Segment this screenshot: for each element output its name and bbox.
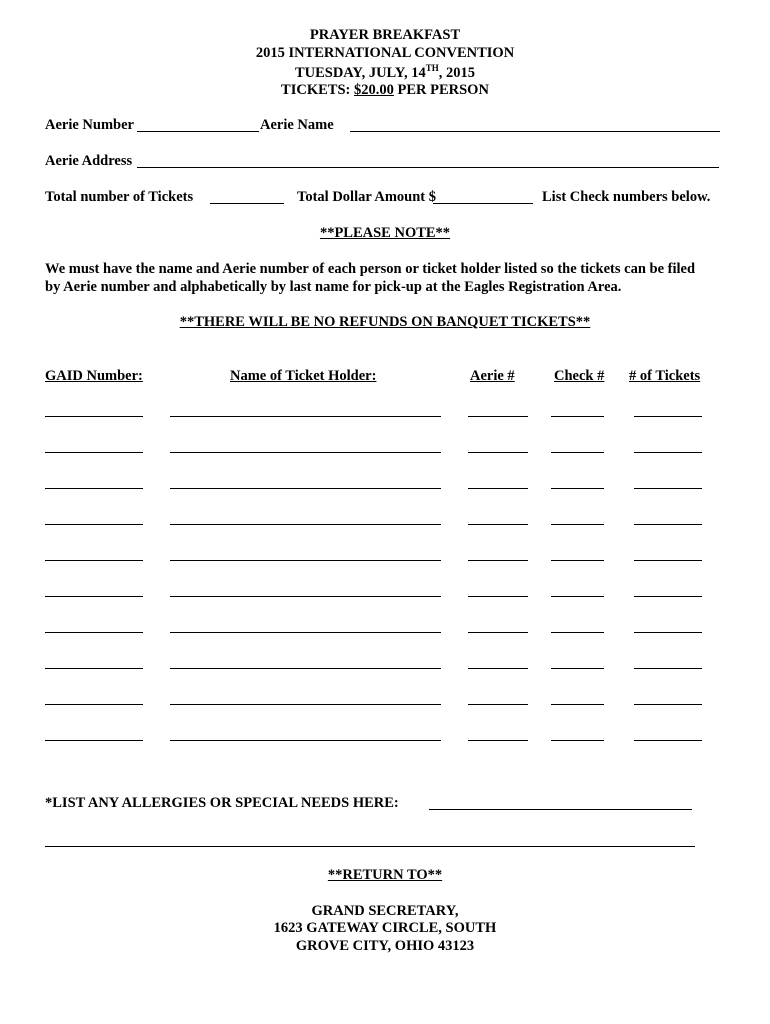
- aerie-address-label: Aerie Address: [45, 153, 133, 169]
- column-header-tickets: # of Tickets: [629, 368, 701, 384]
- aerie-name-label: Aerie Name: [260, 117, 334, 133]
- aerie-number-field[interactable]: [137, 131, 259, 132]
- check-field[interactable]: [551, 452, 604, 453]
- tickets-field[interactable]: [634, 740, 702, 741]
- note-body-line-1: We must have the name and Aerie number of each person or ticket holder listed so the tickets can be filed: [45, 261, 696, 277]
- title-line-1: PRAYER BREAKFAST: [309, 27, 461, 43]
- column-header-gaid: GAID Number:: [45, 368, 143, 384]
- aerie-field[interactable]: [468, 416, 528, 417]
- gaid-field[interactable]: [45, 560, 143, 561]
- aerie-field[interactable]: [468, 704, 528, 705]
- gaid-field[interactable]: [45, 704, 143, 705]
- check-numbers-label: List Check numbers below.: [542, 189, 711, 205]
- tickets-field[interactable]: [634, 704, 702, 705]
- check-field[interactable]: [551, 416, 604, 417]
- gaid-field[interactable]: [45, 632, 143, 633]
- name-field[interactable]: [170, 596, 441, 597]
- name-field[interactable]: [170, 416, 441, 417]
- total-tickets-label: Total number of Tickets: [45, 189, 194, 205]
- column-header-aerie: Aerie #: [470, 368, 515, 384]
- name-field[interactable]: [170, 668, 441, 669]
- return-address-line-1: GRAND SECRETARY,: [311, 903, 459, 919]
- ticket-price-line: [0, 82, 770, 99]
- date-suffix: , 2015: [438, 65, 476, 81]
- name-field[interactable]: [170, 704, 441, 705]
- name-field[interactable]: [170, 452, 441, 453]
- ticket-price: $20.00: [353, 82, 394, 98]
- check-field[interactable]: [551, 524, 604, 525]
- date-prefix: TUESDAY, JULY, 14: [294, 65, 426, 81]
- check-field[interactable]: [551, 596, 604, 597]
- no-refunds-notice: **THERE WILL BE NO REFUNDS ON BANQUET TICKETS**: [179, 314, 591, 330]
- title-line-2: 2015 INTERNATIONAL CONVENTION: [255, 45, 515, 61]
- tickets-field[interactable]: [634, 668, 702, 669]
- gaid-field[interactable]: [45, 668, 143, 669]
- allergies-field-line-2[interactable]: [45, 846, 695, 847]
- column-header-check: Check #: [554, 368, 605, 384]
- check-field[interactable]: [551, 668, 604, 669]
- gaid-field[interactable]: [45, 452, 143, 453]
- allergies-field[interactable]: [429, 809, 692, 810]
- please-note-heading: **PLEASE NOTE**: [319, 225, 451, 241]
- total-tickets-field[interactable]: [210, 203, 284, 204]
- gaid-field[interactable]: [45, 596, 143, 597]
- aerie-field[interactable]: [468, 488, 528, 489]
- allergies-label: *LIST ANY ALLERGIES OR SPECIAL NEEDS HERE:: [45, 795, 399, 811]
- aerie-field[interactable]: [468, 668, 528, 669]
- note-body-line-2: by Aerie number and alphabetically by last name for pick-up at the Eagles Registration Area.: [45, 279, 622, 295]
- tickets-field[interactable]: [634, 452, 702, 453]
- tickets-field[interactable]: [634, 524, 702, 525]
- tickets-field[interactable]: [634, 560, 702, 561]
- event-date: [0, 63, 770, 82]
- tickets-prefix: TICKETS:: [281, 82, 354, 98]
- aerie-field[interactable]: [468, 740, 528, 741]
- check-field[interactable]: [551, 560, 604, 561]
- aerie-field[interactable]: [468, 632, 528, 633]
- date-superscript: TH: [425, 63, 439, 73]
- gaid-field[interactable]: [45, 488, 143, 489]
- name-field[interactable]: [170, 560, 441, 561]
- tickets-suffix: PER PERSON: [393, 82, 489, 98]
- aerie-number-label: Aerie Number: [45, 117, 134, 133]
- aerie-address-field[interactable]: [137, 167, 719, 168]
- aerie-field[interactable]: [468, 596, 528, 597]
- gaid-field[interactable]: [45, 416, 143, 417]
- check-field[interactable]: [551, 488, 604, 489]
- total-dollar-label: Total Dollar Amount $: [297, 189, 436, 205]
- return-address-line-2: 1623 GATEWAY CIRCLE, SOUTH: [273, 920, 497, 936]
- aerie-field[interactable]: [468, 560, 528, 561]
- tickets-field[interactable]: [634, 488, 702, 489]
- name-field[interactable]: [170, 488, 441, 489]
- return-to-heading: **RETURN TO**: [327, 867, 443, 883]
- aerie-name-field[interactable]: [350, 131, 720, 132]
- check-field[interactable]: [551, 740, 604, 741]
- aerie-field[interactable]: [468, 452, 528, 453]
- tickets-field[interactable]: [634, 632, 702, 633]
- gaid-field[interactable]: [45, 524, 143, 525]
- return-address-line-3: GROVE CITY, OHIO 43123: [295, 938, 475, 954]
- tickets-field[interactable]: [634, 596, 702, 597]
- gaid-field[interactable]: [45, 740, 143, 741]
- check-field[interactable]: [551, 704, 604, 705]
- name-field[interactable]: [170, 524, 441, 525]
- column-header-name: Name of Ticket Holder:: [230, 368, 377, 384]
- aerie-field[interactable]: [468, 524, 528, 525]
- name-field[interactable]: [170, 740, 441, 741]
- check-field[interactable]: [551, 632, 604, 633]
- tickets-field[interactable]: [634, 416, 702, 417]
- total-dollar-field[interactable]: [433, 203, 533, 204]
- name-field[interactable]: [170, 632, 441, 633]
